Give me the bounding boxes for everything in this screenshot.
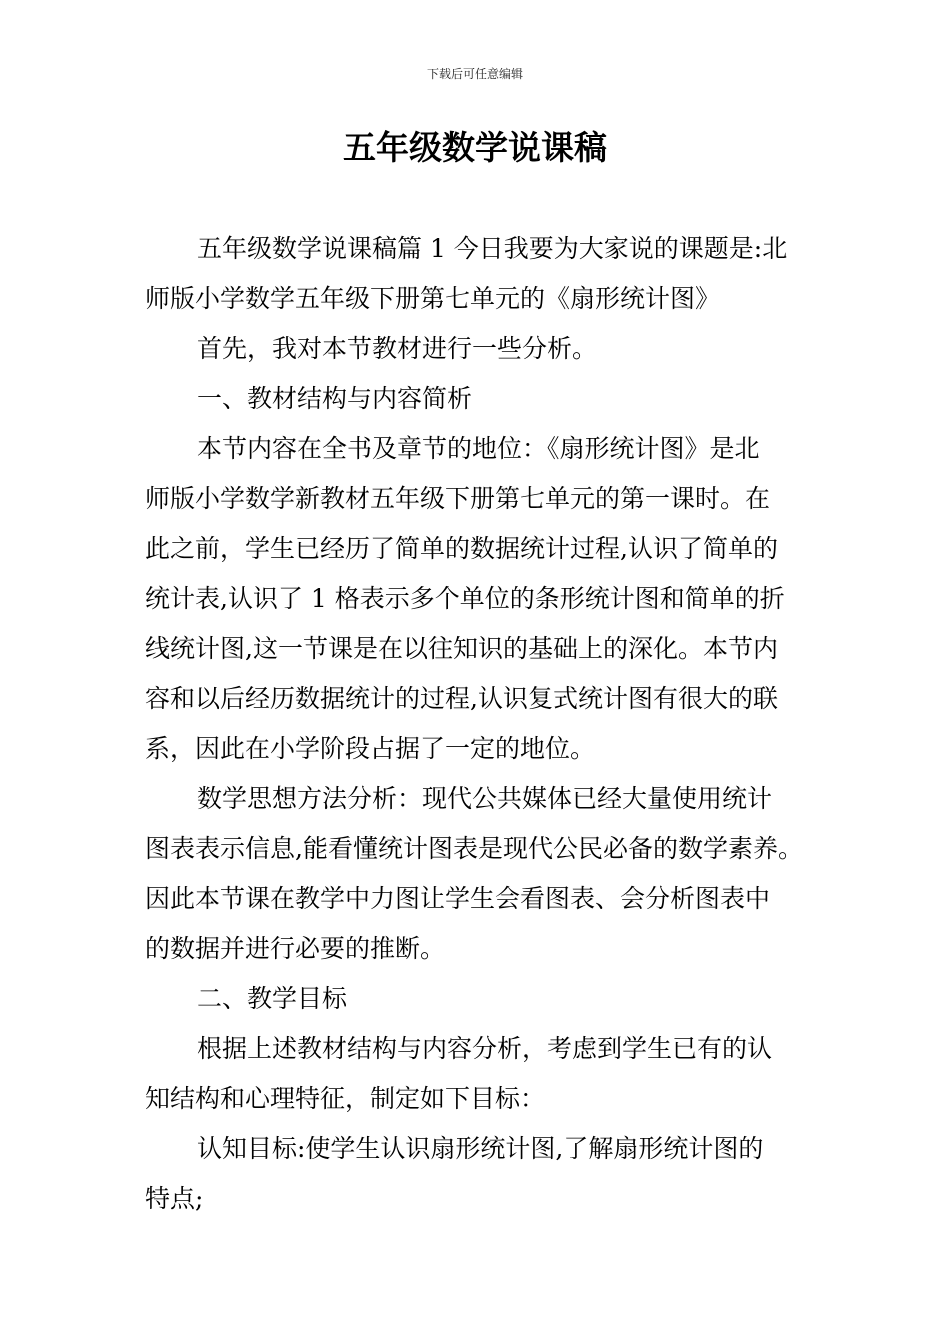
text-line: 师版小学数学五年级下册第七单元的《扇形统计图》 (145, 284, 721, 313)
paragraph-goals-intro (145, 1024, 810, 1124)
text-line: 一、教材结构与内容简析 (197, 384, 473, 413)
text-line: 容和以后经历数据统计的过程,认识复式统计图有很大的联 (145, 684, 778, 713)
text-line: 五年级数学说课稿篇 1 今日我要为大家说的课题是:北 (197, 234, 788, 263)
text-line: 首先，我对本节教材进行一些分析。 (197, 334, 598, 363)
text-line: 数学思想方法分析：现代公共媒体已经大量使用统计 (197, 784, 773, 813)
section-heading-structure (145, 374, 810, 424)
document-title: 五年级数学说课稿 (343, 128, 607, 167)
text-line: 师版小学数学新教材五年级下册第七单元的第一课时。在 (145, 484, 771, 513)
text-line: 的数据并进行必要的推断。 (145, 934, 446, 963)
text-line: 特点; (145, 1184, 204, 1213)
text-line: 统计表,认识了 1 格表示多个单位的条形统计图和简单的折 (145, 584, 785, 613)
text-line: 线统计图,这一节课是在以往知识的基础上的深化。本节内 (145, 634, 778, 663)
text-line: 本节内容在全书及章节的地位：《扇形统计图》是北 (197, 434, 760, 463)
paragraph-analysis-intro (145, 324, 810, 374)
paragraph-intro (145, 224, 810, 324)
paragraph-cognitive-goal (145, 1124, 810, 1224)
text-line: 因此本节课在教学中力图让学生会看图表、会分析图表中 (145, 884, 771, 913)
text-line: 二、教学目标 (197, 984, 348, 1013)
text-line: 此之前，学生已经历了简单的数据统计过程,认识了简单的 (145, 534, 778, 563)
paragraph-position (145, 424, 810, 774)
header-note: 下载后可任意编辑 (426, 67, 523, 81)
text-line: 认知目标:使学生认识扇形统计图,了解扇形统计图的 (197, 1134, 764, 1163)
text-line: 系，因此在小学阶段占据了一定的地位。 (145, 734, 596, 763)
text-line: 图表表示信息,能看懂统计图表是现代公民必备的数学素养。 (145, 834, 803, 863)
document-body (145, 224, 810, 1224)
text-line: 知结构和心理特征，制定如下目标： (145, 1084, 546, 1113)
paragraph-method (145, 774, 810, 974)
section-heading-goals (145, 974, 810, 1024)
text-line: 根据上述教材结构与内容分析，考虑到学生已有的认 (197, 1034, 773, 1063)
